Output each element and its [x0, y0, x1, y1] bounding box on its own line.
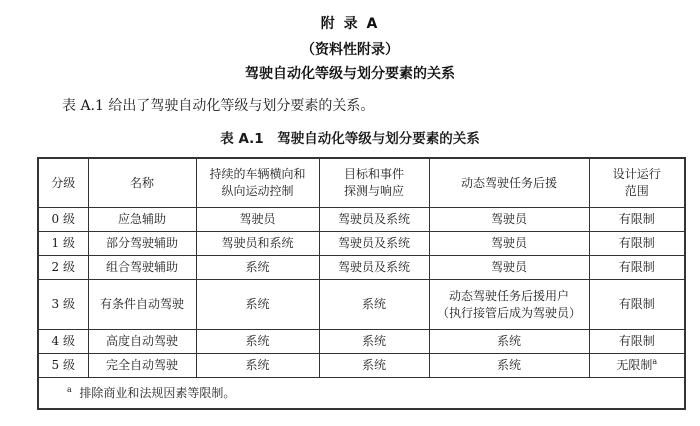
table-cell: 驾驶员及系统 [319, 256, 429, 280]
table-cell: 3 级 [38, 280, 88, 330]
table-cell: 系统 [196, 330, 319, 354]
table-cell: 驾驶员 [429, 208, 589, 232]
header-text: 范围 [624, 184, 649, 198]
table-cell: 有限制 [589, 256, 685, 280]
header-cell-odd [589, 158, 685, 208]
table-caption: 表 A.1 驾驶自动化等级与划分要素的关系 [220, 131, 480, 147]
table-row [38, 208, 685, 232]
table-cell: 系统 [319, 354, 429, 378]
header-cell-name [88, 158, 196, 208]
header-text: 持续的车辆横向和 [209, 167, 306, 181]
table-cell: 系统 [429, 354, 589, 378]
table-cell: 系统 [319, 330, 429, 354]
table-cell: 驾驶员 [429, 256, 589, 280]
table-cell: 系统 [319, 280, 429, 330]
table-footnote-row [38, 378, 685, 410]
table-cell: 有限制 [589, 330, 685, 354]
table-cell: 系统 [429, 330, 589, 354]
automation-level-table [37, 157, 686, 410]
table-row [38, 232, 685, 256]
table-cell: 有条件自动驾驶 [88, 280, 196, 330]
header-text: 探测与响应 [343, 184, 404, 198]
table-cell: 系统 [196, 256, 319, 280]
header-text: 设计运行 [612, 167, 661, 181]
table-cell: 0 级 [38, 208, 88, 232]
table-cell-with-footnote [589, 354, 685, 378]
table-row [38, 280, 685, 330]
appendix-title: 附 录 A [320, 16, 380, 32]
header-text: 名称 [129, 175, 154, 190]
appendix-subject: 驾驶自动化等级与划分要素的关系 [245, 66, 455, 82]
fallback-note-text: （执行接管后成为驾驶员） [436, 305, 581, 320]
table-cell: 高度自动驾驶 [88, 330, 196, 354]
table-cell: 驾驶员和系统 [196, 232, 319, 256]
table-cell: 2 级 [38, 256, 88, 280]
table-cell: 有限制 [589, 232, 685, 256]
header-cell-oedr [319, 158, 429, 208]
header-text: 纵向运动控制 [221, 184, 294, 198]
appendix-type: （资料性附录） [301, 42, 399, 58]
table-cell: 组合驾驶辅助 [88, 256, 196, 280]
table-cell: 系统 [196, 354, 319, 378]
header-cell-level [38, 158, 88, 208]
header-cell-fallback [429, 158, 589, 208]
table-cell: 驾驶员及系统 [319, 208, 429, 232]
table-row [38, 354, 685, 378]
table-row [38, 330, 685, 354]
table-cell: 驾驶员 [196, 208, 319, 232]
table-footnote [38, 378, 685, 410]
table-cell: 完全自动驾驶 [88, 354, 196, 378]
intro-paragraph: 表 A.1 给出了驾驶自动化等级与划分要素的关系。 [62, 98, 375, 114]
table-row [38, 256, 685, 280]
fallback-user-text: 动态驾驶任务后援用户 [448, 288, 569, 303]
table-cell: 应急辅助 [88, 208, 196, 232]
footnote-marker: a [652, 357, 658, 366]
table-cell: 驾驶员及系统 [319, 232, 429, 256]
table-cell: 1 级 [38, 232, 88, 256]
table-cell: 4 级 [38, 330, 88, 354]
table-cell: 系统 [196, 280, 319, 330]
header-text: 动态驾驶任务后援 [460, 175, 557, 190]
cell-text: 无限制 [616, 358, 653, 372]
table-cell: 5 级 [38, 354, 88, 378]
table-header-row [38, 158, 685, 208]
header-text: 目标和事件 [343, 167, 404, 181]
table-cell: 有限制 [589, 208, 685, 232]
table-cell-fallback-split [429, 280, 589, 330]
footnote-text: 排除商业和法规因素等限制。 [79, 385, 236, 400]
table-cell: 部分驾驶辅助 [88, 232, 196, 256]
header-text: 分级 [51, 175, 76, 190]
table-cell: 有限制 [589, 280, 685, 330]
header-cell-motion-control [196, 158, 319, 208]
table-cell: 驾驶员 [429, 232, 589, 256]
footnote-marker: a [67, 384, 72, 394]
